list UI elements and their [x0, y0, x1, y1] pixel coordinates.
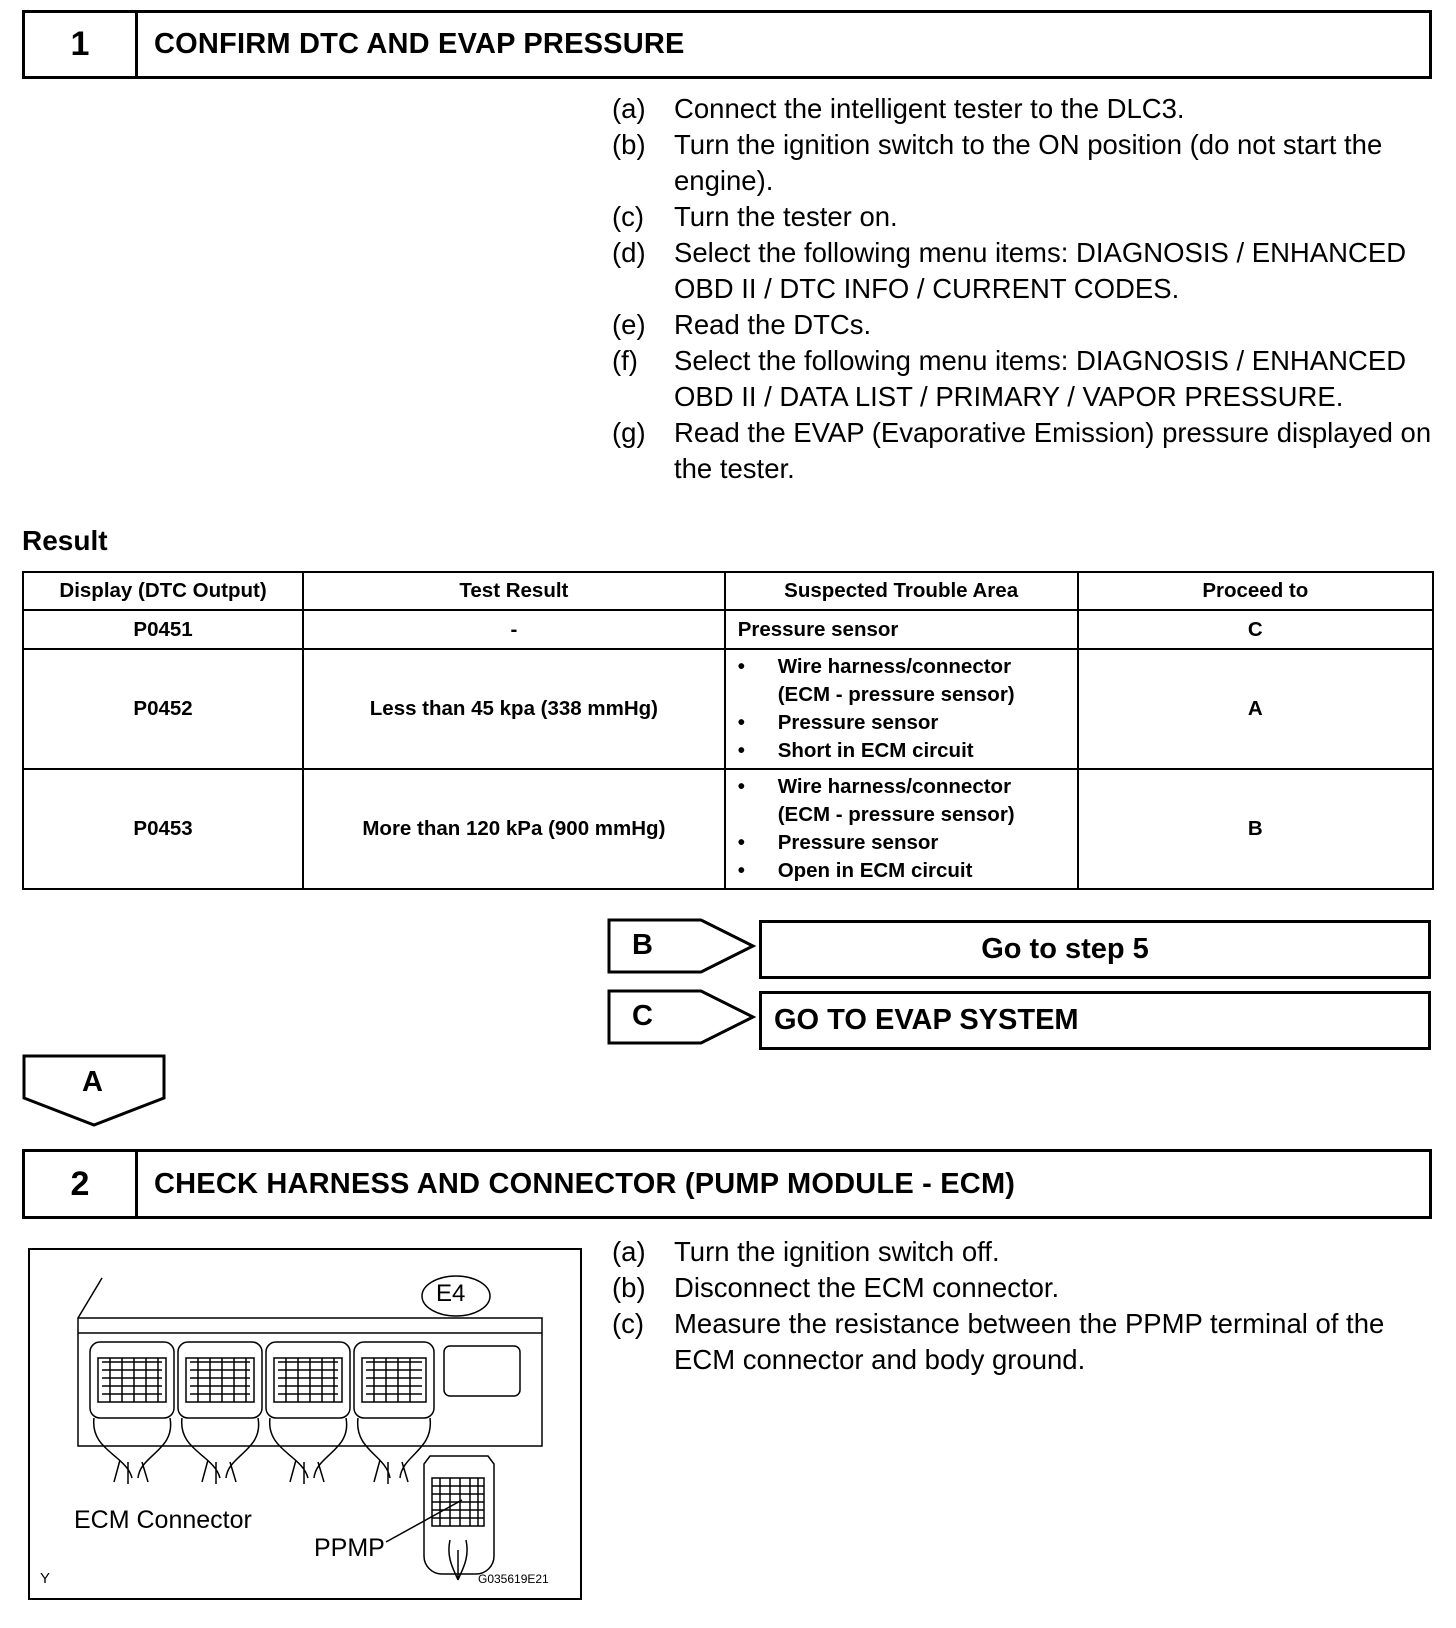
terminal-label: PPMP	[314, 1534, 385, 1562]
list-item: • Pressure sensor	[737, 711, 939, 734]
trouble-area-cell	[725, 769, 1078, 889]
test-result-cell: Less than 45 kpa (338 mmHg)	[303, 649, 725, 769]
branch-label-c: C	[632, 1000, 653, 1032]
test-result-cell: More than 120 kPa (900 mmHg)	[303, 769, 725, 889]
list-item: • Pressure sensor	[737, 831, 939, 854]
branch-arrow-b	[607, 918, 757, 974]
list-item: • Wire harness/connector (ECM - pressure sensor)	[737, 775, 1015, 826]
proceed-cell: B	[1078, 769, 1433, 889]
step-1-instructions	[612, 91, 1432, 487]
branch-target-text: GO TO EVAP SYSTEM	[774, 1004, 1079, 1036]
dtc-cell: P0452	[23, 649, 303, 769]
branch-target-c	[759, 991, 1431, 1050]
instruction-item: (d) Select the following menu items: DIAGNOSIS / ENHANCED OBD II / DTC INFO / CURRENT CODES.	[612, 237, 1407, 304]
column-header: Proceed to	[1078, 572, 1433, 610]
table-row	[23, 610, 1433, 649]
ecm-connector-caption: ECM Connector	[74, 1506, 252, 1534]
table-header-row	[23, 572, 1433, 610]
list-item: • Open in ECM circuit	[737, 859, 973, 882]
step-title: CHECK HARNESS AND CONNECTOR (PUMP MODULE - ECM)	[154, 1167, 1016, 1200]
step-number: 1	[25, 13, 138, 76]
test-result-cell: -	[303, 610, 725, 649]
trouble-area-cell: Pressure sensor	[725, 610, 1078, 649]
ecm-connector-illustration	[28, 1248, 582, 1600]
figure-id: G035619E21	[478, 1572, 549, 1586]
list-item: • Short in ECM circuit	[737, 739, 974, 762]
branch-target-text: Go to step 5	[981, 933, 1149, 965]
column-header: Display (DTC Output)	[23, 572, 303, 610]
instruction-item: (e) Read the DTCs.	[612, 309, 872, 340]
connector-code-label: E4	[436, 1280, 466, 1307]
instruction-item: (g) Read the EVAP (Evaporative Emission) pressure displayed on the tester.	[612, 417, 1432, 484]
continue-label-a: A	[82, 1066, 103, 1098]
instruction-item: (a) Connect the intelligent tester to the DLC3.	[612, 93, 1185, 124]
list-item: • Wire harness/connector (ECM - pressure sensor)	[737, 655, 1015, 706]
proceed-cell: A	[1078, 649, 1433, 769]
instruction-item: (a) Turn the ignition switch off.	[612, 1236, 1000, 1267]
proceed-cell: C	[1078, 610, 1433, 649]
instruction-item: (f) Select the following menu items: DIAGNOSIS / ENHANCED OBD II / DATA LIST / PRIMARY / VAPOR PRESSURE.	[612, 345, 1407, 412]
trouble-area-cell	[725, 649, 1078, 769]
instruction-item: (b) Disconnect the ECM connector.	[612, 1272, 1060, 1303]
step-2-instructions	[612, 1234, 1432, 1378]
branch-target-b	[759, 920, 1431, 979]
branch-label-b: B	[632, 929, 653, 961]
corner-mark: Y	[40, 1570, 51, 1587]
table-row	[23, 769, 1433, 889]
instruction-item: (c) Measure the resistance between the PPMP terminal of the ECM connector and body ground.	[612, 1308, 1385, 1375]
dtc-cell: P0453	[23, 769, 303, 889]
step-2-header	[22, 1149, 1432, 1219]
step-1-header	[22, 10, 1432, 79]
table-row	[23, 649, 1433, 769]
result-table	[22, 571, 1434, 890]
ecm-connector-drawing	[30, 1250, 580, 1598]
column-header: Test Result	[303, 572, 725, 610]
instruction-item: (b) Turn the ignition switch to the ON position (do not start the engine).	[612, 129, 1383, 196]
result-heading: Result	[22, 525, 108, 556]
step-title: CONFIRM DTC AND EVAP PRESSURE	[154, 28, 685, 60]
column-header: Suspected Trouble Area	[725, 572, 1078, 610]
dtc-cell: P0451	[23, 610, 303, 649]
step-number: 2	[25, 1152, 138, 1216]
instruction-item: (c) Turn the tester on.	[612, 201, 898, 232]
branch-arrow-c	[607, 989, 757, 1045]
